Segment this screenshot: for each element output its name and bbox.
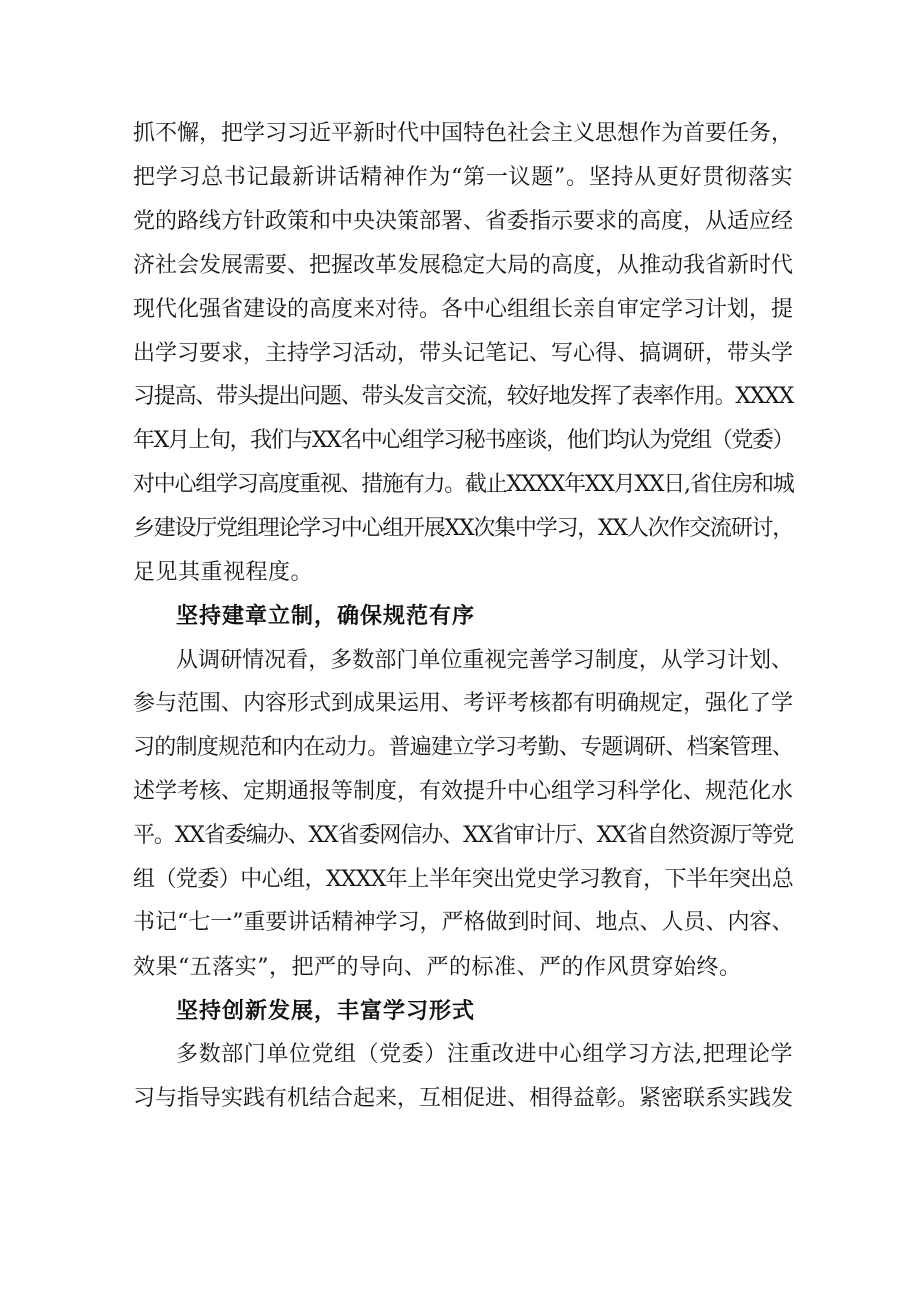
paragraph-line: 参与范围、内容形式到成果运用、考评考核都有明确规定，强化了学 xyxy=(133,691,794,716)
paragraph-line: 抓不懈，把学习习近平新时代中国特色社会主义思想作为首要任务， xyxy=(133,121,794,146)
section-heading: 坚持创新发展，丰富学习形式 xyxy=(176,999,476,1024)
paragraph-line: 述学考核、定期通报等制度，有效提升中心组学习科学化、规范化水 xyxy=(133,779,794,804)
section-heading: 坚持建章立制，确保规范有序 xyxy=(176,604,476,629)
paragraph-line: 习与指导实践有机结合起来，互相促进、相得益彰。紧密联系实践发 xyxy=(133,1086,794,1111)
paragraph-line: 足见其重视程度。 xyxy=(133,560,314,585)
paragraph-line: 对中心组学习高度重视、措施有力。截止XXXX年XX月XX日,省住房和城 xyxy=(133,472,794,497)
paragraph-line: 多数部门单位党组（党委）注重改进中心组学习方法,把理论学 xyxy=(176,1042,793,1067)
paragraph-line: 年X月上旬，我们与XX名中心组学习秘书座谈，他们均认为党组（党委） xyxy=(133,428,793,453)
paragraph-line: 习提高、带头提出问题、带头发言交流，较好地发挥了表率作用。XXXX xyxy=(133,384,793,409)
paragraph-line: 现代化强省建设的高度来对待。各中心组组长亲自审定学习计划，提 xyxy=(133,297,794,322)
paragraph-line: 书记“七一”重要讲话精神学习，严格做到时间、地点、人员、内容、 xyxy=(133,910,794,935)
paragraph-line: 效果“五落实”，把严的导向、严的标准、严的作风贯穿始终。 xyxy=(133,955,742,980)
paragraph-line: 济社会发展需要、把握改革发展稳定大局的高度，从推动我省新时代 xyxy=(133,253,794,278)
paragraph-line: 把学习总书记最新讲话精神作为“第一议题”。坚持从更好贯彻落实 xyxy=(133,165,793,190)
paragraph-line: 乡建设厅党组理论学习中心组开展XX次集中学习，XX人次作交流研讨， xyxy=(133,516,793,541)
paragraph-line: 从调研情况看，多数部门单位重视完善学习制度，从学习计划、 xyxy=(176,648,793,673)
paragraph-line: 出学习要求，主持学习活动，带头记笔记、写心得、搞调研，带头学 xyxy=(133,341,794,366)
paragraph-line: 习的制度规范和内在动力。普遍建立学习考勤、专题调研、档案管理、 xyxy=(133,735,793,760)
paragraph-line: 平。XX省委编办、XX省委网信办、XX省审计厅、XX省自然资源厅等党 xyxy=(133,823,793,848)
paragraph-line: 组（党委）中心组，XXXX年上半年突出党史学习教育，下半年突出总 xyxy=(133,867,793,892)
paragraph-line: 党的路线方针政策和中央决策部署、省委指示要求的高度，从适应经 xyxy=(133,209,794,234)
